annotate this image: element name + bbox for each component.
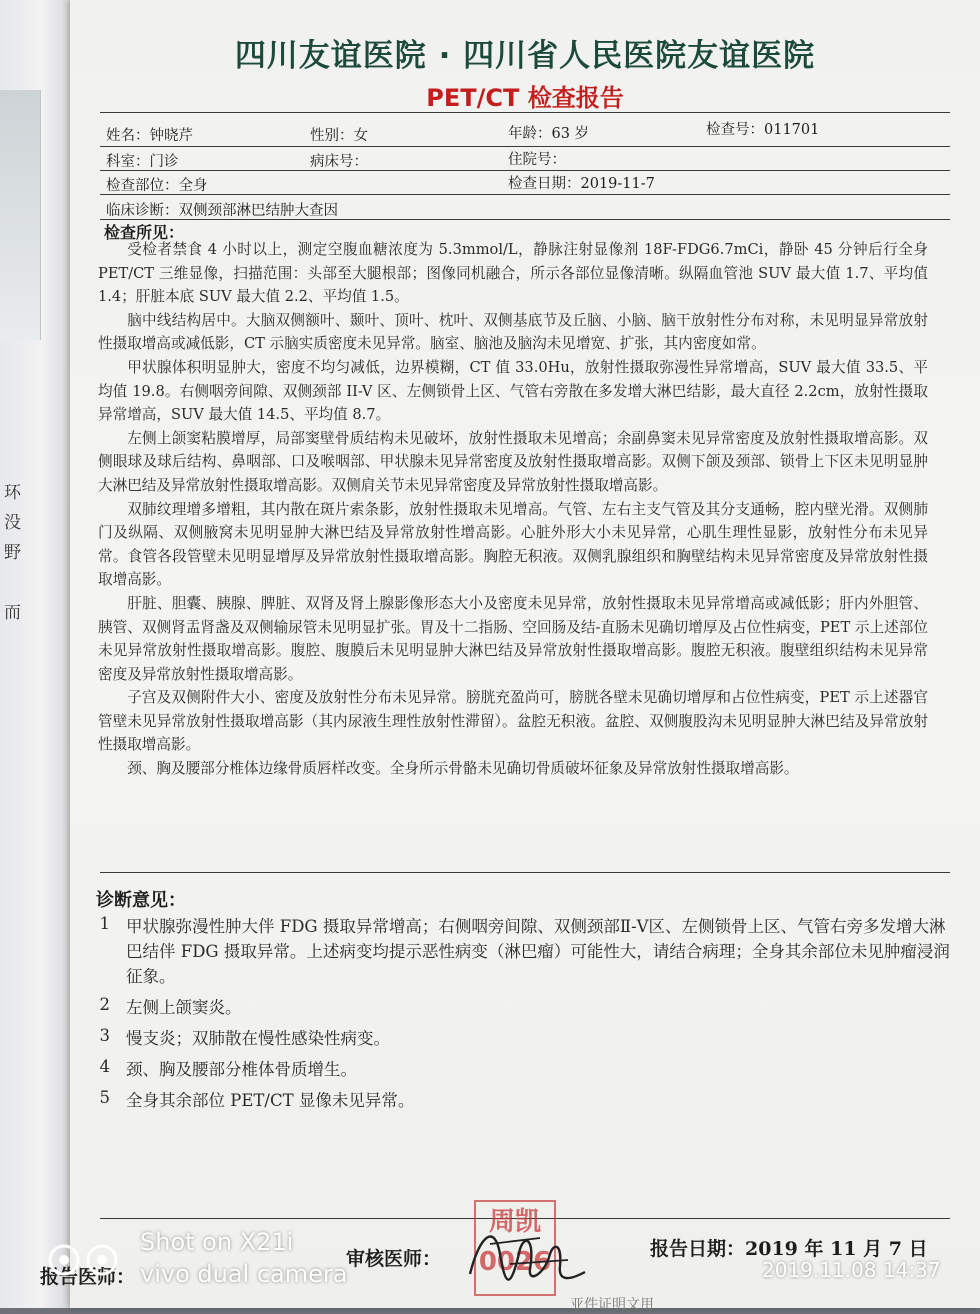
diagnosis-item [70,914,960,989]
diagnosis-list [70,914,960,1119]
diagnosis-number: 3 [99,1026,110,1045]
diagnosis-item [70,1088,960,1113]
diagnosis-number: 2 [99,995,110,1014]
row-divider [100,146,950,147]
adjacent-page [0,0,70,1308]
camera-logo-icon [46,1238,126,1282]
report-sheet [40,0,980,1313]
findings-divider [100,872,950,873]
diagnosis-text: 全身其余部位 PET/CT 显像未见异常。 [126,1091,415,1110]
findings-paragraph: 颈、胸及腰部分椎体边缘骨质唇样改变。全身所示骨骼未见确切骨质破坏征象及异常放射性摄取增高影。 [127,760,799,778]
bottom-fragment: 亚件证明文用 [570,1297,654,1313]
diagnosis-text: 慢支炎；双肺散在慢性感染性病变。 [126,1029,390,1048]
exam-part: 检查部位：全身 [106,178,208,194]
diagnosis-number: 5 [99,1088,110,1107]
header-divider [100,112,950,113]
findings-paragraph: 双肺纹理增多增粗，其内散在斑片索条影，放射性摄取未见增高。气管、左右主支气管及其分支通畅，腔内壁光滑。双侧肺门及纵隔、双侧腋窝未见明显肿大淋巴结及异常放射性增高影。心脏外形大小未见异常，心肌生理性显影，放射性分布未见异常。食管各段管壁未见明显增厚及异常放射性摄取增高影。胸腔无积液。双侧乳腺组织和胸壁结构未见异常密度及异常放射性摄取增高影。 [98,500,928,589]
camera-watermark-timestamp: 2019.11.08 14:37 [762,1258,941,1282]
findings-paragraph: 肝脏、胆囊、胰腺、脾脏、双肾及肾上腺影像形态大小及密度未见异常，放射性摄取未见异常增高或减低影；肝内外胆管、胰管、双侧肾盂肾盏及双侧输尿管未见明显扩张。胃及十二指肠、空回肠及结-直肠未见确切增厚及占位性病变，PET 示上述部位未见异常放射性摄取增高影。腹腔、腹膜后未见明显肿大淋巴结及异常放射性摄取增高影。腹腔无积液。腹壁组织结构未见异常密度及异常放射性摄取增高影。 [98,594,928,683]
diagnosis-text: 甲状腺弥漫性肿大伴 FDG 摄取异常增高；右侧咽旁间隙、双侧颈部Ⅱ-Ⅴ区、左侧锁骨上区、气管右旁多发增大淋巴结伴 FDG 摄取异常。上述病变均提示恶性病变（淋巴瘤）可能性大，请结合病理；全身其余部位未见肿瘤浸润征象。 [126,917,950,986]
camera-watermark-model: Shot on X21i [140,1228,294,1256]
hospital-name: 四川友谊医院 · 四川省人民医院友谊医院 [234,38,816,74]
patient-name: 姓名：钟晓芹 [106,128,193,144]
clinical-diagnosis: 临床诊断：双侧颈部淋巴结肿大查因 [106,203,338,219]
diagnosis-title: 诊断意见： [96,890,186,911]
diagnosis-item [70,995,960,1020]
findings-paragraph: 左侧上颌窦粘膜增厚，局部窦壁骨质结构未见破坏，放射性摄取未见增高；余副鼻窦未见异常密度及放射性摄取增高影。双侧眼球及球后结构、鼻咽部、口及喉咽部、甲状腺未见异常密度及放射性摄取增高影。双侧下颌及颈部、锁骨上下区未见明显肿大淋巴结及异常放射性摄取增高影。双侧肩关节未见异常密度及异常放射性摄取增高影。 [98,429,928,494]
seal-text: 周凯 0026 [478,1207,552,1277]
report-title: PET/CT 检查报告 [426,84,624,112]
adjacent-page-photo [0,90,41,340]
row-divider [100,194,950,195]
patient-gender: 性别：女 [310,128,368,144]
exam-number: 检查号：011701 [706,122,820,138]
findings-body [98,238,928,781]
diagnosis-text: 左侧上颌窦炎。 [126,998,242,1017]
row-divider [100,170,950,171]
findings-paragraph: 脑中线结构居中。大脑双侧额叶、颞叶、顶叶、枕叶、双侧基底节及丘脑、小脑、脑干放射性分布对称，未见明显异常放射性摄取增高或减低影，CT 示脑实质密度未见异常。脑室、脑池及脑沟未见增宽、扩张，其内密度如常。 [98,311,928,353]
camera-watermark-device: vivo dual camera [140,1260,348,1288]
row-divider [100,219,950,220]
diagnosis-item [70,1057,960,1082]
findings-title: 检查所见： [104,223,185,242]
report-date: 报告日期：2019 年 11 月 7 日 [650,1238,928,1260]
reviewer-signature [450,1214,600,1304]
reviewer-label: 审核医师： [346,1248,442,1270]
diagnosis-number: 4 [99,1057,110,1076]
bed-number: 病床号： [310,154,368,170]
department: 科室：门诊 [106,154,179,170]
adjacent-page-fragment: 野 [4,543,21,563]
findings-paragraph: 子宫及双侧附件大小、密度及放射性分布未见异常。膀胱充盈尚可，膀胱各壁未见确切增厚和占位性病变，PET 示上述器官管壁未见异常放射性摄取增高影（其内尿液生理性放射性滞留）。盆腔无积液。盆腔、双侧腹股沟未见明显肿大淋巴结及异常放射性摄取增高影。 [98,689,928,754]
adjacent-page-fragment: 环 [4,483,21,503]
exam-date: 检查日期：2019-11-7 [508,176,655,192]
admission-number: 住院号： [508,152,566,168]
patient-age: 年龄：63 岁 [508,126,590,142]
diagnosis-item [70,1026,960,1051]
diagnosis-text: 颈、胸及腰部分椎体骨质增生。 [126,1060,357,1079]
findings-paragraph: 甲状腺体积明显肿大，密度不均匀减低，边界模糊，CT 值 33.0Hu，放射性摄取弥漫性异常增高，SUV 最大值 33.5、平均值 19.8。右侧咽旁间隙、双侧颈部 II-V 区、左侧锁骨上区、气管右旁散在多发增大淋巴结影，最大直径 2.2cm，放射性摄取异常增高，SUV 最大值 14.5、平均值 8.7。 [98,358,928,424]
diagnosis-number: 1 [99,914,110,933]
reporter-label: 报告医师： [40,1266,136,1288]
findings-paragraph: 受检者禁食 4 小时以上，测定空腹血糖浓度为 5.3mmol/L，静脉注射显像剂 18F-FDG6.7mCi，静卧 45 分钟后行全身 PET/CT 三维显像，扫描范围：头部至大腿根部；图像同机融合，所示各部位显像清晰。纵隔血管池 SUV 最大值 1.7、平均值 1.4；肝脏本底 SUV 最大值 2.2、平均值 1.5。 [98,241,928,306]
adjacent-page-fragment: 没 [4,513,21,533]
adjacent-page-fragment: 而 [4,603,21,623]
